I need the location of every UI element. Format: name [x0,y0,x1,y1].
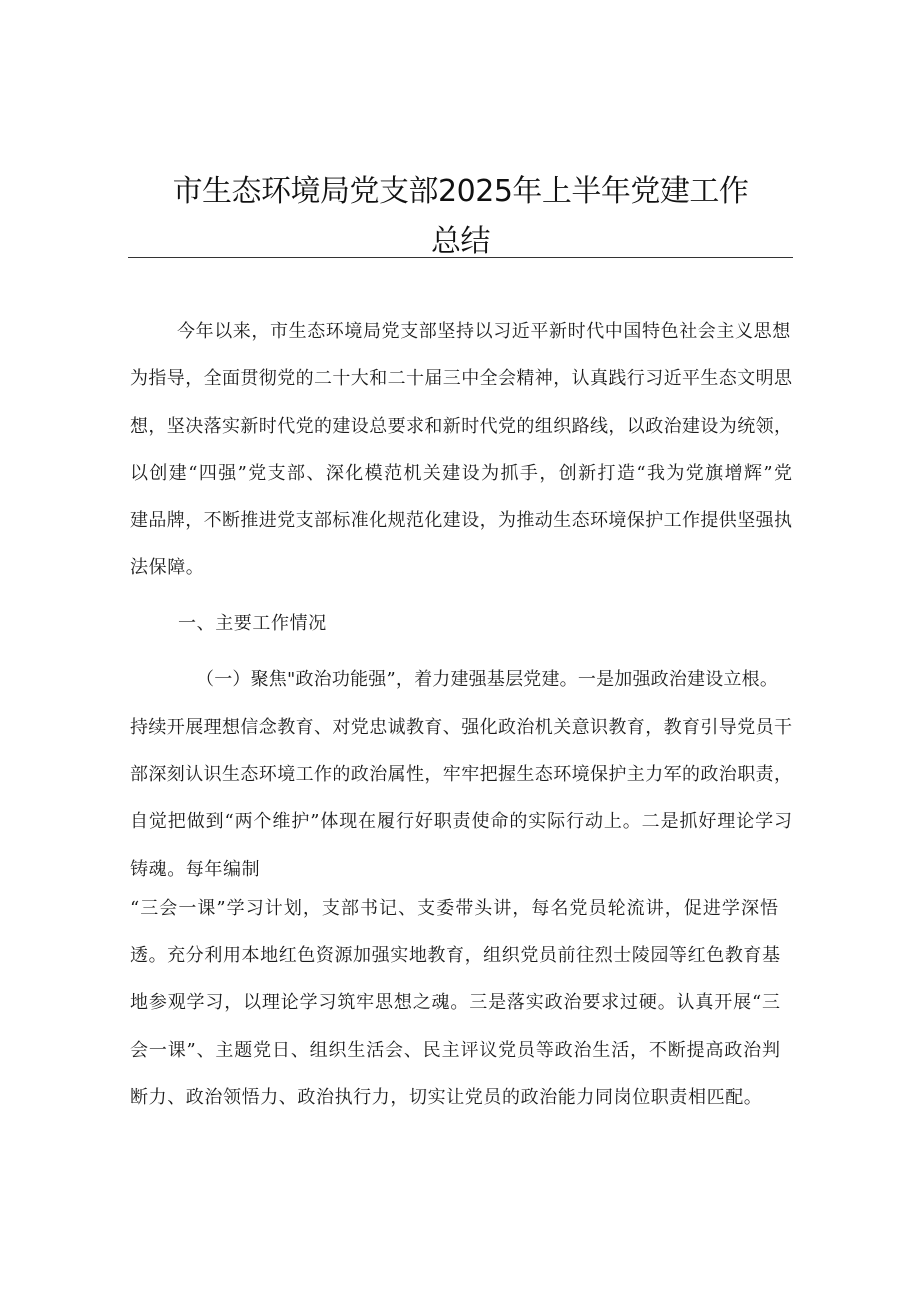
intro-line-1: 今年以来，市生态环境局党支部坚持以习近平新时代中国特色社会主义思想 [177,321,791,342]
document-title-line-2: 总结 [431,224,490,259]
section-heading-1: 一、主要工作情况 [178,613,327,634]
subsection-line-6: “三会一课”学习计划，支部书记、支委带头讲，每名党员轮流讲，促进学深悟 [130,898,778,919]
intro-line-5: 建品牌，不断推进党支部标准化规范化建设，为推动生态环境保护工作提供坚强执 [130,510,792,531]
subsection-line-3: 部深刻认识生态环境工作的政治属性，牢牢把握生态环境保护主力军的政治职责， [130,764,792,785]
subsection-line-9: 会一课”、主题党日、组织生活会、民主评议党员等政治生活，不断提高政治判 [130,1040,780,1061]
intro-line-6: 法保障。 [130,557,205,578]
intro-line-3: 想，坚决落实新时代党的建设总要求和新时代党的组织路线，以政治建设为统领， [130,416,792,437]
subsection-line-10: 断力、政治领悟力、政治执行力，切实让党员的政治能力同岗位职责相匹配。 [130,1087,763,1108]
subsection-line-7: 透。充分利用本地红色资源加强实地教育，组织党员前往烈士陵园等红色教育基 [130,945,780,966]
subsection-line-4: 自觉把做到“两个维护”体现在履行好职责使命的实际行动上。二是抓好理论学习 [130,811,792,832]
title-divider [128,257,793,258]
subsection-line-1: （一）聚焦"政治功能强”，着力建强基层党建。一是加强政治建设立根。 [196,669,779,690]
subsection-line-8: 地参观学习，以理论学习筑牢思想之魂。三是落实政治要求过硬。认真开展“三 [130,992,780,1013]
document-title-line-1: 市生态环境局党支部2025年上半年党建工作 [172,174,749,209]
subsection-line-5: 铸魂。每年编制 [130,859,261,880]
intro-line-4: 以创建“四强”党支部、深化模范机关建设为抓手，创新打造“我为党旗增辉”党 [130,463,792,484]
intro-line-2: 为指导，全面贯彻党的二十大和二十届三中全会精神，认真践行习近平生态文明思 [130,368,792,389]
subsection-line-2: 持续开展理想信念教育、对党忠诚教育、强化政治机关意识教育，教育引导党员干 [130,717,792,738]
